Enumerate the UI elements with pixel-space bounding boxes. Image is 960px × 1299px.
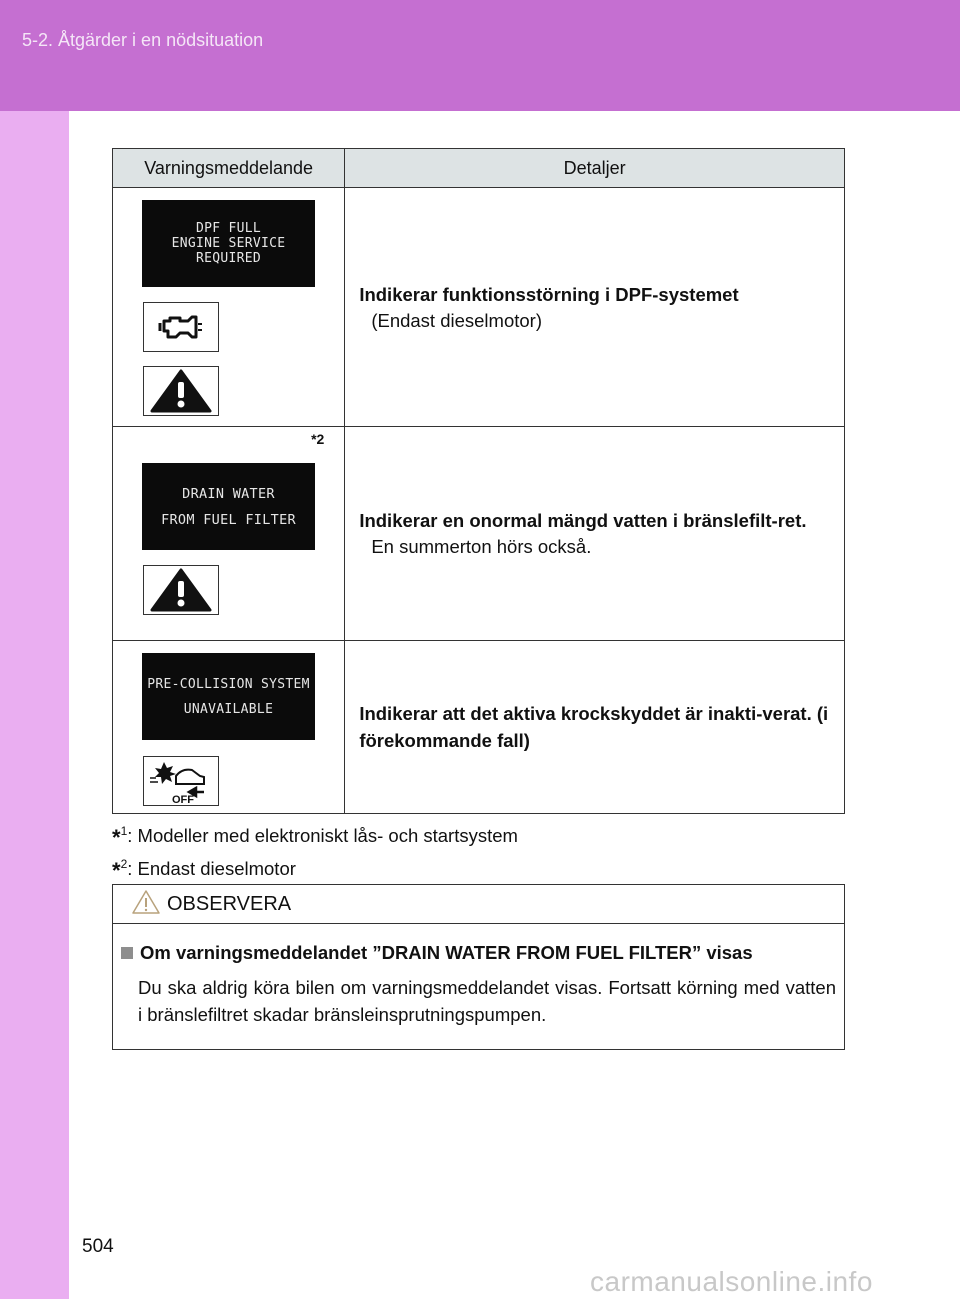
table-row — [113, 641, 845, 814]
watermark: carmanualsonline.info — [590, 1266, 873, 1297]
lcd-display — [142, 200, 315, 287]
caution-body — [113, 924, 844, 1028]
detail-note: En summerton hörs också. — [371, 536, 592, 557]
caution-triangle-icon — [131, 889, 161, 920]
table-row — [113, 188, 845, 427]
master-warning-icon — [143, 366, 219, 416]
message-cell — [113, 188, 345, 427]
caution-box — [112, 884, 845, 1050]
lcd-line: DRAIN WATER — [182, 485, 275, 502]
detail-description: Indikerar att det aktiva krockskyddet är inakti-verat. (i förekommande fall) — [359, 703, 829, 751]
lcd-line: DPF FULL — [195, 221, 261, 236]
table-row — [113, 427, 845, 641]
detail-cell — [345, 188, 845, 427]
lcd-line: ENGINE SERVICE — [171, 236, 286, 251]
detail-cell — [345, 427, 845, 641]
lcd-line: FROM FUEL FILTER — [161, 511, 296, 528]
footnotes — [112, 818, 518, 884]
detail-note: (Endast dieselmotor) — [371, 309, 542, 331]
column-header-details: Detaljer — [345, 149, 845, 188]
footnote-item: *$^2$: Endast dieselmotor — [112, 857, 296, 884]
detail-cell — [345, 641, 845, 814]
lcd-display — [142, 463, 315, 550]
detail-description: Indikerar funktionsstörning i DPF-systemet — [359, 283, 739, 305]
lcd-line: REQUIRED — [195, 251, 261, 266]
master-warning-icon — [143, 565, 219, 615]
footnote-item: *$^1$: Modeller med elektroniskt lås- och startsystem — [112, 824, 518, 851]
page-number: 504 — [82, 1236, 114, 1257]
footnote-marker: *2 — [311, 431, 325, 447]
caution-title: OBSERVERA — [167, 892, 292, 915]
message-cell — [113, 427, 345, 641]
lcd-display — [142, 653, 315, 740]
table-header-row — [113, 149, 845, 188]
message-cell — [113, 641, 345, 814]
lcd-line: PRE-COLLISION SYSTEM — [147, 676, 310, 692]
caution-heading: Om varningsmeddelandet ”DRAIN WATER FROM FUEL FILTER” visas — [121, 942, 836, 964]
off-label: OFF — [172, 794, 194, 804]
side-band — [0, 111, 69, 1299]
caution-text: Du ska aldrig köra bilen om varningsmeddelandet visas. Fortsatt körning med vatten i bränslefiltret skadar bränsleinsprutningspumpen. — [138, 977, 836, 1025]
square-bullet-icon — [121, 947, 133, 959]
detail-description: Indikerar en onormal mängd vatten i bränslefilt-ret. — [359, 510, 807, 531]
header-band — [0, 0, 960, 111]
section-title: 5-2. Åtgärder i en nödsituation — [22, 30, 264, 50]
warning-table — [112, 148, 845, 814]
caution-header — [113, 885, 844, 924]
pre-collision-off-icon — [143, 756, 219, 806]
column-header-message: Varningsmeddelande — [113, 149, 345, 188]
engine-check-icon — [143, 302, 219, 352]
lcd-line: UNAVAILABLE — [183, 701, 274, 717]
